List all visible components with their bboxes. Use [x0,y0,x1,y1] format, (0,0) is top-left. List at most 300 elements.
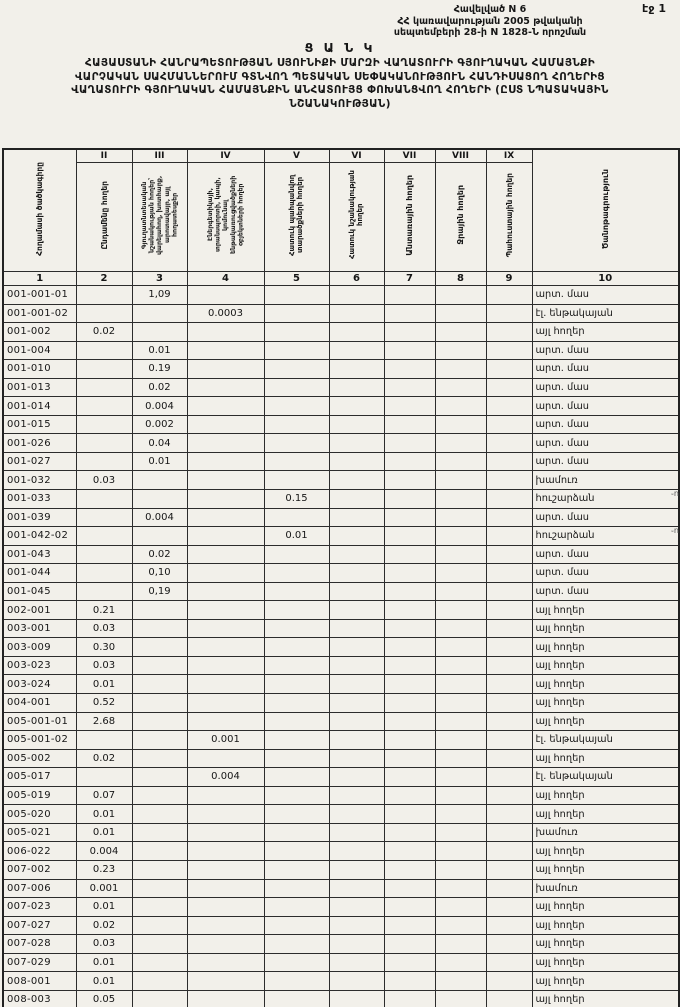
designation-cell: այլ հողեր [532,786,679,805]
designation-cell: այլ հողեր [532,619,679,638]
area-value-cell [329,397,384,416]
area-value-cell [329,601,384,620]
plot-code-cell: 007-002 [3,860,76,879]
area-value-cell [486,397,532,416]
plot-code-cell: 001-004 [3,341,76,360]
area-value-cell [486,471,532,490]
table-row [3,860,679,879]
area-value-cell [264,656,329,675]
area-value-cell [486,786,532,805]
area-value-cell [187,471,264,490]
area-value-cell: 0.002 [132,415,187,434]
area-value-cell [76,508,132,527]
designation-cell: արտ. մաս [532,564,679,583]
area-value-cell [132,842,187,861]
area-value-cell: 0.05 [76,990,132,1007]
document-title: Ց Ա Ն Կ [304,40,376,55]
designation-cell: այլ հողեր [532,842,679,861]
designation-cell: այլ հողեր [532,916,679,935]
area-value-cell [329,564,384,583]
plot-code-cell: 001-042-02 [3,527,76,546]
area-value-cell [187,360,264,379]
area-value-cell [187,675,264,694]
margin-note: ֊ո [671,526,679,535]
table-row [3,286,679,305]
area-value-cell [329,434,384,453]
header-designation-label: Ծանոթագրություն [600,168,610,250]
area-value-cell: 2.68 [76,712,132,731]
area-value-cell: 0.15 [264,490,329,509]
table-row [3,953,679,972]
area-value-cell [384,601,435,620]
area-value-cell [187,694,264,713]
area-value-cell [384,898,435,917]
designation-cell: արտ. մաս [532,508,679,527]
area-value-cell [264,286,329,305]
header-total-lands-label: Ընդամենը հողեր [99,180,109,250]
header-water-lands-label: Ջրային հողեր [456,185,465,245]
area-value-cell [264,323,329,342]
area-value-cell [187,601,264,620]
designation-cell: այլ հողեր [532,323,679,342]
area-value-cell [187,582,264,601]
area-value-cell: 0.001 [187,731,264,750]
roman-numeral: VII [384,149,435,163]
area-value-cell [187,323,264,342]
plot-code-cell: 007-027 [3,916,76,935]
plot-code-cell: 001-044 [3,564,76,583]
area-value-cell [76,434,132,453]
area-value-cell: 0.004 [187,768,264,787]
area-value-cell [132,527,187,546]
plot-code-cell: 008-001 [3,972,76,991]
area-value-cell [329,879,384,898]
area-value-cell [132,879,187,898]
area-value-cell [435,304,486,323]
area-value-cell [187,656,264,675]
plot-code-cell: 005-021 [3,823,76,842]
area-value-cell [264,619,329,638]
area-value-cell: 0.01 [132,341,187,360]
area-value-cell [264,879,329,898]
area-value-cell [384,286,435,305]
designation-cell: արտ. մաս [532,582,679,601]
area-value-cell [435,341,486,360]
header-reserve-lands [486,163,532,272]
area-value-cell [435,545,486,564]
area-value-cell [187,490,264,509]
area-value-cell: 0.0003 [187,304,264,323]
area-value-cell [187,341,264,360]
header-agricultural-lands [132,163,187,272]
area-value-cell [76,490,132,509]
area-value-cell [329,378,384,397]
area-value-cell [329,452,384,471]
plot-code-cell: 001-010 [3,360,76,379]
area-value-cell [132,898,187,917]
area-value-cell [486,582,532,601]
area-value-cell [384,397,435,416]
area-value-cell [384,304,435,323]
area-value-cell [435,397,486,416]
area-value-cell: 0.02 [76,323,132,342]
area-value-cell [384,471,435,490]
designation-cell: խամուռ [532,471,679,490]
area-value-cell [187,879,264,898]
area-value-cell [384,731,435,750]
table-row [3,360,679,379]
area-value-cell [264,564,329,583]
area-value-cell [132,619,187,638]
area-value-cell [384,341,435,360]
area-value-cell [132,638,187,657]
roman-numeral: V [264,149,329,163]
area-value-cell [187,990,264,1007]
area-value-cell [329,916,384,935]
area-value-cell [435,712,486,731]
table-row [3,768,679,787]
area-value-cell [264,508,329,527]
designation-cell: խամուռ [532,879,679,898]
table-row [3,916,679,935]
area-value-cell [264,638,329,657]
designation-cell: այլ հողեր [532,898,679,917]
area-value-cell [329,582,384,601]
area-value-cell [329,990,384,1007]
designation-cell: այլ հողեր [532,656,679,675]
plot-code-cell: 007-029 [3,953,76,972]
area-value-cell [187,823,264,842]
area-value-cell [76,415,132,434]
area-value-cell [384,360,435,379]
area-value-cell [329,619,384,638]
area-value-cell [187,805,264,824]
area-value-cell [435,916,486,935]
area-value-cell [486,842,532,861]
area-value-cell [384,638,435,657]
designation-cell: հուշարձան [532,527,679,546]
area-value-cell [264,990,329,1007]
table-row [3,378,679,397]
header-total-lands [76,163,132,272]
area-value-cell [435,860,486,879]
area-value-cell [132,805,187,824]
table-row [3,731,679,750]
area-value-cell [384,972,435,991]
designation-cell: արտ. մաս [532,341,679,360]
plot-code-cell: 001-013 [3,378,76,397]
designation-cell: արտ. մաս [532,378,679,397]
column-number: 2 [76,272,132,286]
area-value-cell [486,990,532,1007]
table-row [3,786,679,805]
column-number: 10 [532,272,679,286]
table-row [3,434,679,453]
area-value-cell [264,360,329,379]
area-value-cell [384,415,435,434]
table-row [3,694,679,713]
roman-numeral-row [3,149,679,163]
area-value-cell [132,935,187,954]
table-row [3,471,679,490]
area-value-cell [264,471,329,490]
area-value-cell [435,434,486,453]
area-value-cell [264,341,329,360]
table-body [3,286,679,1007]
area-value-cell [329,712,384,731]
area-value-cell [329,508,384,527]
area-value-cell [76,564,132,583]
area-value-cell [435,879,486,898]
plot-code-cell: 006-022 [3,842,76,861]
area-value-cell [187,916,264,935]
table-row [3,323,679,342]
area-value-cell [132,304,187,323]
area-value-cell [384,768,435,787]
area-value-cell [384,879,435,898]
subtitle-line: ՎԱՐՉԱԿԱՆ ՍԱՀՄԱՆՆԵՐՈՒՄ ԳՏՆՎՈՂ ՊԵՏԱԿԱՆ ՍԵՓԱԿԱՆՈՒԹՅՈՒՆ ՀԱՆԴԻՍԱՑՈՂ ՀՈՂԵՐԻՑ [75,70,605,83]
plot-code-cell: 008-003 [3,990,76,1007]
header-energy-transport-lands-label: Էներգետիկայի, տրանսպորտի, կապի, կոմունալ ենթակառուցվածքների օբյեկտների հողեր [206,175,244,255]
designation-cell: էլ. ենթակայան [532,731,679,750]
area-value-cell [329,527,384,546]
area-value-cell [384,675,435,694]
header-forest-lands-label: Անտառային հողեր [405,174,414,256]
plot-code-cell: 001-039 [3,508,76,527]
area-value-cell [384,953,435,972]
area-value-cell: 0.23 [76,860,132,879]
area-value-cell [435,286,486,305]
designation-cell: արտ. մաս [532,286,679,305]
area-value-cell [486,898,532,917]
area-value-cell [76,527,132,546]
plot-code-cell: 001-033 [3,490,76,509]
table-row [3,842,679,861]
designation-cell: այլ հողեր [532,601,679,620]
area-value-cell: 0.02 [76,749,132,768]
area-value-cell [435,582,486,601]
area-value-cell [384,378,435,397]
area-value-cell [329,805,384,824]
area-value-cell [264,972,329,991]
area-value-cell [264,842,329,861]
table-row [3,712,679,731]
area-value-cell [264,545,329,564]
area-value-cell [486,341,532,360]
area-value-cell [384,434,435,453]
area-value-cell [486,415,532,434]
table-row [3,452,679,471]
table-row [3,879,679,898]
area-value-cell [132,656,187,675]
area-value-cell [187,786,264,805]
area-value-cell [435,452,486,471]
area-value-cell [187,953,264,972]
area-value-cell [132,694,187,713]
area-value-cell [384,805,435,824]
area-value-cell [187,898,264,917]
area-value-cell: 0.03 [76,935,132,954]
area-value-cell [486,490,532,509]
area-value-cell [264,898,329,917]
area-value-cell [132,990,187,1007]
area-value-cell [486,286,532,305]
area-value-cell [132,490,187,509]
area-value-cell [329,823,384,842]
column-number: 6 [329,272,384,286]
area-value-cell [329,656,384,675]
area-value-cell [384,916,435,935]
area-value-cell: 0.07 [76,786,132,805]
area-value-cell [384,564,435,583]
table-row [3,675,679,694]
area-value-cell: 1,09 [132,286,187,305]
designation-cell: այլ հողեր [532,638,679,657]
area-value-cell [187,527,264,546]
area-value-cell [329,286,384,305]
annex-line: ՀՀ կառավարության 2005 թվականի [397,15,583,27]
area-value-cell [132,916,187,935]
area-value-cell [435,508,486,527]
area-value-cell [329,694,384,713]
area-value-cell [486,694,532,713]
area-value-cell [329,898,384,917]
header-special-purpose-lands [329,163,384,272]
area-value-cell [264,935,329,954]
area-value-cell [264,694,329,713]
designation-cell: այլ հողեր [532,694,679,713]
area-value-cell [329,490,384,509]
annex-line: սեպտեմբերի 28-ի N 1828-Ն որոշման [393,27,587,38]
table-row [3,656,679,675]
area-value-cell [384,490,435,509]
area-value-cell [435,490,486,509]
area-value-cell [76,341,132,360]
area-value-cell: 0.03 [76,619,132,638]
column-number: 8 [435,272,486,286]
area-value-cell [264,378,329,397]
header-special-purpose-lands-label: Հատուկ նշանակության հողեր [348,170,365,260]
area-value-cell [486,508,532,527]
area-value-cell: 0.01 [76,823,132,842]
designation-cell: էլ. ենթակայան [532,768,679,787]
table-row [3,397,679,416]
area-value-cell [435,953,486,972]
area-value-cell [435,638,486,657]
roman-numeral: VIII [435,149,486,163]
area-value-cell: 0.02 [132,378,187,397]
area-value-cell [435,823,486,842]
roman-numeral: IX [486,149,532,163]
plot-code-cell: 001-001-01 [3,286,76,305]
area-value-cell [264,601,329,620]
area-value-cell [435,842,486,861]
plot-code-cell: 003-009 [3,638,76,657]
area-value-cell: 0.01 [264,527,329,546]
table-row [3,508,679,527]
area-value-cell [384,527,435,546]
area-value-cell [486,304,532,323]
area-value-cell: 0.01 [76,675,132,694]
page-number: էջ 1 [642,2,666,15]
designation-cell: այլ հողեր [532,972,679,991]
area-value-cell [435,694,486,713]
area-value-cell [486,452,532,471]
area-value-cell [329,360,384,379]
area-value-cell: 0.03 [76,471,132,490]
area-value-cell [435,731,486,750]
area-value-cell: 0.01 [76,898,132,917]
plot-code-cell: 001-015 [3,415,76,434]
area-value-cell [384,656,435,675]
designation-cell: հուշարձան [532,490,679,509]
plot-code-cell: 001-026 [3,434,76,453]
area-value-cell: 0.01 [76,805,132,824]
area-value-cell [187,972,264,991]
area-value-cell [264,452,329,471]
area-value-cell [132,601,187,620]
table-row [3,582,679,601]
column-number: 3 [132,272,187,286]
area-value-cell [486,601,532,620]
area-value-cell: 0.52 [76,694,132,713]
header-energy-transport-lands [187,163,264,272]
margin-note: ֊ո [671,489,679,498]
area-value-cell [384,323,435,342]
land-table [2,148,680,1007]
area-value-cell [76,452,132,471]
area-value-cell [132,749,187,768]
area-value-cell [329,471,384,490]
area-value-cell [76,582,132,601]
area-value-cell [329,545,384,564]
designation-cell: արտ. մաս [532,434,679,453]
area-value-cell: 0,10 [132,564,187,583]
area-value-cell [264,397,329,416]
subtitle-line: ՆՇԱՆԱԿՈՒԹՅԱՆ) [289,97,391,110]
table-row [3,415,679,434]
area-value-cell [384,712,435,731]
area-value-cell [329,638,384,657]
area-value-cell [329,972,384,991]
table-row [3,935,679,954]
designation-cell: այլ հողեր [532,990,679,1007]
column-number: 4 [187,272,264,286]
area-value-cell [264,415,329,434]
designation-cell: խամուռ [532,823,679,842]
area-value-cell [384,786,435,805]
area-value-cell [384,990,435,1007]
area-value-cell [132,471,187,490]
area-value-cell [384,694,435,713]
area-value-cell [76,768,132,787]
plot-code-cell: 004-001 [3,694,76,713]
area-value-cell [132,972,187,991]
area-value-cell [187,712,264,731]
header-protected-territories-lands-label: Հատուկ պահպանվող տարածքների հողեր [288,174,305,256]
area-value-cell [486,675,532,694]
designation-cell: այլ հողեր [532,805,679,824]
plot-code-cell: 002-001 [3,601,76,620]
area-value-cell [264,768,329,787]
annex-reference [305,4,675,39]
area-value-cell: 0.01 [132,452,187,471]
area-value-cell [329,935,384,954]
table-row [3,898,679,917]
area-value-cell [187,935,264,954]
area-value-cell: 0.001 [76,879,132,898]
annex-line: Հավելված N 6 [453,4,527,15]
